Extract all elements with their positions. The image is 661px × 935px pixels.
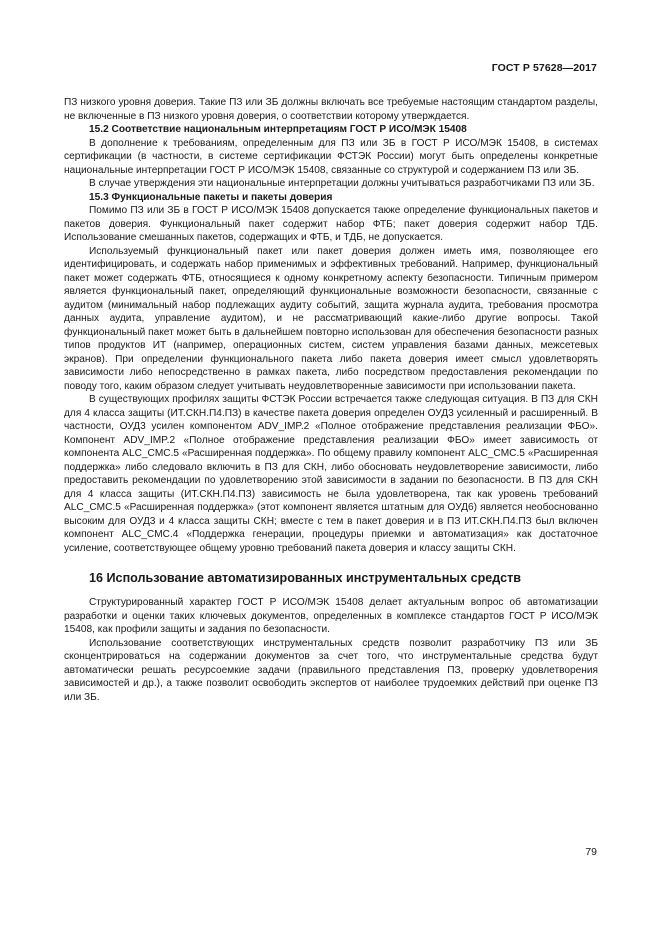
paragraph: Структурированный характер ГОСТ Р ИСО/МЭК 15408 делает актуальным вопрос об автоматизации разработки и оценки таких ключевых документов, определенных в комплексе стандартов ГОСТ Р ИСО/МЭК 15408, как профили защиты и задания по безопасности. [64, 597, 598, 635]
paragraph: Используемый функциональный пакет или пакет доверия должен иметь имя, позволяющее его идентифицировать, и содержать набор применимых и эффективных требований. Например, функциональный пакет может содержать ФТБ, относящиеся к одному конкретному аспекту безопасности. Типичным примером является функциональный пакет, определяющий функциональные возможности безопасности, связанные с аудитом (минимальный набор подлежащих аудиту событий, защита журнала аудита, требования просмотра данных аудита, управление аудитом), и не рассматривающий какие-либо другие вопросы. Такой функциональный пакет может быть в дальнейшем повторно использован для обеспечения безопасности разных типов продуктов ИТ (например, операционных систем, систем управления базами данных, межсетевых экранов). При определении функционального пакета либо пакета доверия имеет смысл удовлетворять зависимости либо непосредственно в рамках пакета, либо посредством предоставления рекомендации по поводу того, каким образом следует учитывать неудовлетворенные зависимости при использовании пакета. [64, 245, 598, 392]
page-body [64, 96, 598, 704]
section-heading-15-2: 15.2 Соответствие национальным интерпретациям ГОСТ Р ИСО/МЭК 15408 [89, 124, 467, 135]
paragraph: В дополнение к требованиям, определенным для ПЗ или ЗБ в ГОСТ Р ИСО/МЭК 15408, в системах сертификации (в частности, в системе сертификации ФСТЭК России) могут быть определены конкретные национальные интерпретации ГОСТ Р ИСО/МЭК 15408, связанные со структурой и содержанием ПЗ или ЗБ. [64, 137, 598, 176]
section-heading-15-3: 15.3 Функциональные пакеты и пакеты доверия [89, 191, 333, 203]
section-heading-16: 16 Использование автоматизированных инструментальных средств [89, 571, 522, 585]
paragraph: В существующих профилях защиты ФСТЭК России встречается также следующая ситуация. В ПЗ для СКН для 4 класса защиты (ИТ.СКН.П4.ПЗ) в качестве пакета доверия определен ОУД3 усиленный и расширенный. В частности, ОУД3 усилен компонентом ADV_IMP.2 «Полное отображение представления реализации ФБО». Компонент ADV_IMP.2 «Полное отображение представления реализации ФБО» имеет зависимость от компонента ALC_CMC.5 «Расширенная поддержка». По общему правилу компонент ALC_CMC.5 «Расширенная поддержка» либо следовало включить в ПЗ для СКН, либо обосновать неудовлетворение зависимости, либо предоставить рекомендации по удовлетворению этой зависимости в задании по безопасности. В ПЗ для СКН для 4 класса защиты (ИТ.СКН.П4.ПЗ) зависимость не была удовлетворена, так как уровень требований ALC_CMC.5 «Расширенная поддержка» (этот компонент является штатным для ОУД6) является необоснованно высоким для ОУД3 и 4 класса защиты СКН; вместе с тем в пакет доверия и в ПЗ ИТ.СКН.П4.ПЗ был включен компонент ALC_CMC.4 «Поддержка генерации, процедуры приемки и автоматизация» как достаточное усиление, соответствующее общему уровню требований пакета доверия и классу защиты СКН. [64, 394, 598, 554]
document-code-header: ГОСТ Р 57628—2017 [491, 62, 597, 74]
paragraph: Помимо ПЗ или ЗБ в ГОСТ Р ИСО/МЭК 15408 допускается также определение функциональных пакетов и пакетов доверия. Функциональный пакет содержит набор ФТБ; пакет доверия содержит набор ТДБ. Использование смешанных пакетов, содержащих и ФТБ, и ТДБ, не допускается. [64, 205, 598, 243]
page-number: 79 [585, 846, 597, 858]
paragraph: Использование соответствующих инструментальных средств позволит разработчику ПЗ или ЗБ сконцентрироваться на содержании документов за счет того, что инструментальные средства будут автоматически решать ресурсоемкие задачи (правильного представления ПЗ, проверку удовлетворения зависимостей и др.), а также позволит освободить экспертов от наиболее трудоемких действий при оценке ПЗ или ЗБ. [64, 637, 598, 703]
paragraph-continuation: ПЗ низкого уровня доверия. Такие ПЗ или ЗБ должны включать все требуемые настоящим стандартом разделы, не включенные в ПЗ низкого уровня доверия, о соответствии которому утверждается. [64, 97, 598, 122]
paragraph: В случае утверждения эти национальные интерпретации должны учитываться разработчиками ПЗ или ЗБ. [89, 178, 595, 189]
